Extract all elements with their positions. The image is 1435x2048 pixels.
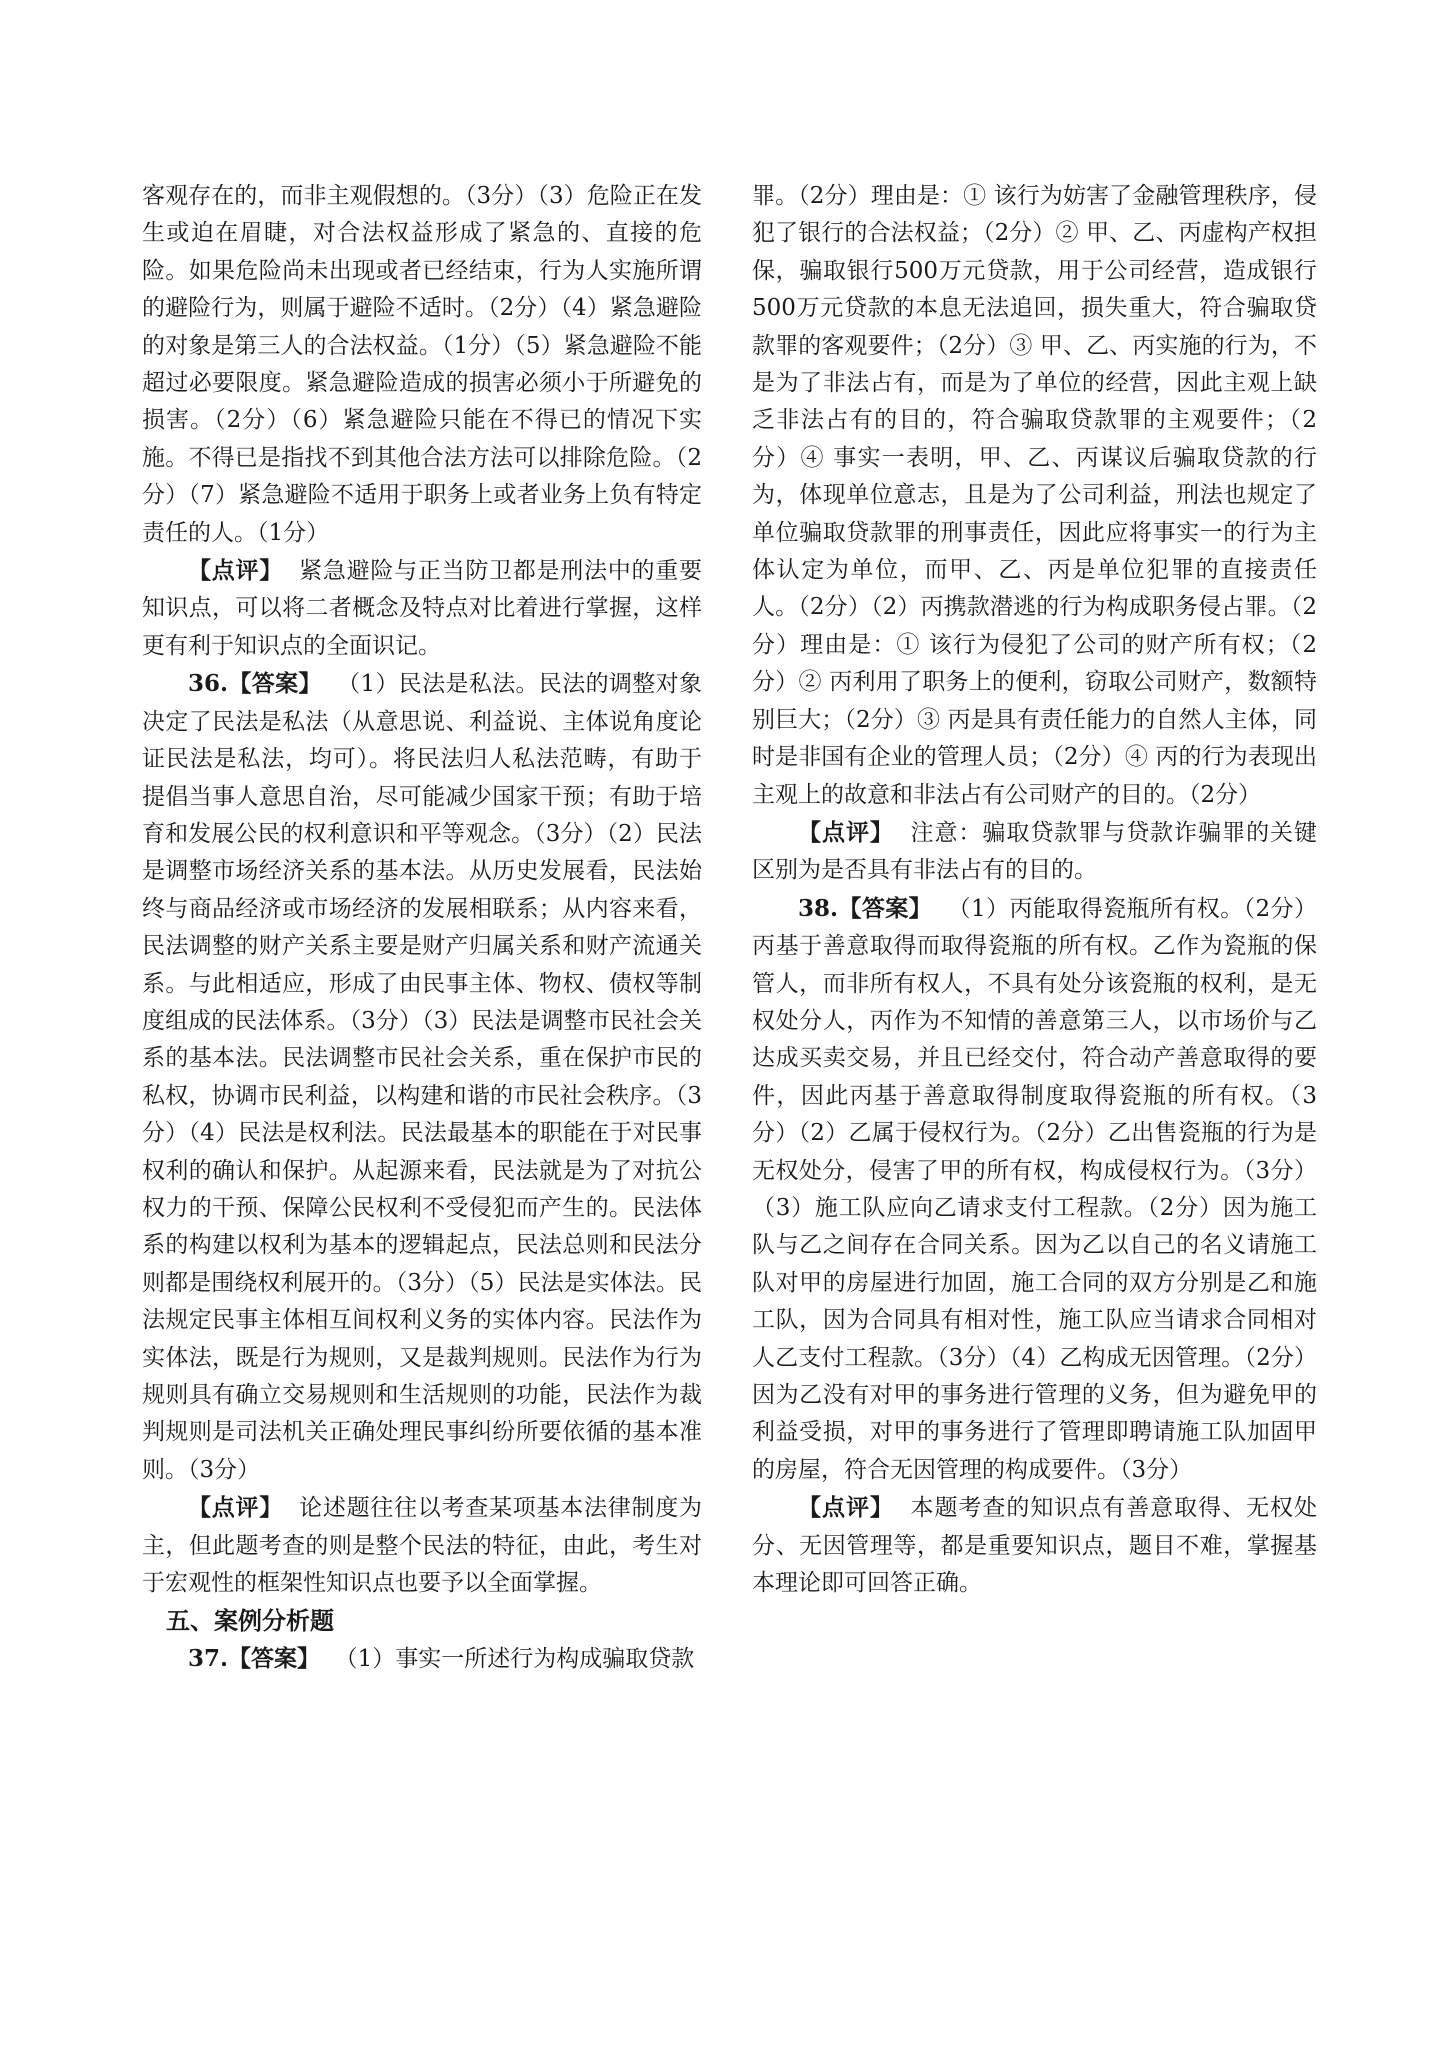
comment-label: 【点评】 [188, 557, 283, 585]
answer-37 [142, 1640, 702, 1678]
answer-35-continuation: 客观存在的，而非主观假想的。（3分）（3）危险正在发生或迫在眉睫，对合法权益形成了紧急的、直接的危险。如果危险尚未出现或者已经结束，行为人实施所谓的避险行为，则属于避险不适时。（2分）（4）紧急避险的对象是第三人的合法权益。（1分）（5）紧急避险不能超过必要限度。紧急避险造成的损害必须小于所避免的损害。（2分）（6）紧急避险只能在不得已的情况下实施。不得已是指找不到其他合法方法可以排除危险。（2分）（7）紧急避险不适用于职务上或者业务上负有特定责任的人。（1分） [142, 183, 702, 546]
section-title: 五、案例分析题 [166, 1606, 334, 1636]
right-column [752, 178, 1317, 1602]
answer-text: （1）民法是私法。民法的调整对象决定了民法是私法（从意思说、利益说、主体说角度论证民法是私法，均可）。将民法归人私法范畴，有助于提倡当事人意思自治，尽可能减少国家干预；有助于培育和发展公民的权利意识和平等观念。（3分）（2）民法是调整市场经济关系的基本法。从历史发展看，民法始终与商品经济或市场经济的发展相联系；从内容来看，民法调整的财产关系主要是财产归属关系和财产流通关系。与此相适应，形成了由民事主体、物权、债权等制度组成的民法体系。（3分）（3）民法是调整市民社会关系的基本法。民法调整市民社会关系，重在保护市民的私权，协调市民利益，以构建和谐的市民社会秩序。（3分）（4）民法是权利法。民法最基本的职能在于对民事权利的确认和保护。从起源来看，民法就是为了对抗公权力的干预、保障公民权利不受侵犯而产生的。民法体系的构建以权利为基本的逻辑起点，民法总则和民法分则都是围绕权利展开的。（3分）（5）民法是实体法。民法规定民事主体相互间权利义务的实体内容。民法作为实体法，既是行为规则，又是裁判规则。民法作为行为规则具有确立交易规则和生活规则的功能，民法作为裁判规则是司法机关正确处理民事纠纷所要依循的基本准则。（3分） [142, 671, 703, 1483]
comment-label: 【点评】 [798, 818, 894, 846]
comment-text: 紧急避险与正当防卫都是刑法中的重要知识点，可以将二者概念及特点对比着进行掌握，这样更有利于知识点的全面识记。 [142, 558, 703, 659]
left-column [142, 178, 702, 1678]
answer-38 [752, 890, 1317, 1490]
comment-label: 【点评】 [798, 1494, 894, 1522]
comment-35 [142, 552, 702, 665]
comment-text: 注意：骗取贷款罪与贷款诈骗罪的关键区别为是否具有非法占有的目的。 [752, 819, 1318, 884]
comment-text: 论述题往往以考查某项基本法律制度为主，但此题考查的则是整个民法的特征，由此，考生对于宏观性的框架性知识点也要予以全面掌握。 [142, 1495, 703, 1597]
comment-text: 本题考查的知识点有善意取得、无权处分、无因管理等，都是重要知识点，题目不难，掌握基本理论即可回答正确。 [752, 1495, 1318, 1597]
answer-label: 38.【答案】 [798, 894, 933, 922]
answer-37-continuation: 罪。（2分）理由是：① 该行为妨害了金融管理秩序，侵犯了银行的合法权益；（2分）② 甲、乙、丙虚构产权担保，骗取银行500万元贷款，用于公司经营，造成银行500万元贷款的本息无法追回，损失重大，符合骗取贷款罪的客观要件；（2分）③ 甲、乙、丙实施的行为，不是为了非法占有，而是为了单位的经营，因此主观上缺乏非法占有的目的，符合骗取贷款罪的主观要件；（2分）④ 事实一表明，甲、乙、丙谋议后骗取贷款的行为，体现单位意志，且是为了公司利益，刑法也规定了单位骗取贷款罪的刑事责任，因此应将事实一的行为主体认定为单位，而甲、乙、丙是单位犯罪的直接责任人。（2分）（2）丙携款潜逃的行为构成职务侵占罪。（2分）理由是：① 该行为侵犯了公司的财产所有权；（2分）② 丙利用了职务上的便利，窃取公司财产，数额特别巨大；（2分）③ 丙是具有责任能力的自然人主体，同时是非国有企业的管理人员；（2分）④ 丙的行为表现出主观上的故意和非法占有公司财产的目的。（2分） [752, 183, 1317, 808]
comment-label: 【点评】 [188, 1494, 283, 1522]
comment-36 [142, 1489, 702, 1602]
answer-text: （1）丙能取得瓷瓶所有权。（2分）丙基于善意取得而取得瓷瓶的所有权。乙作为瓷瓶的保管人，而非所有权人，不具有处分该瓷瓶的权利，是无权处分人，丙作为不知情的善意第三人，以市场价与乙达成买卖交易，并且已经交付，符合动产善意取得的要件，因此丙基于善意取得制度取得瓷瓶的所有权。（3分）（2）乙属于侵权行为。（2分）乙出售瓷瓶的行为是无权处分，侵害了甲的所有权，构成侵权行为。（3分）（3）施工队应向乙请求支付工程款。（2分）因为施工队与乙之间存在合同关系。因为乙以自己的名义请施工队对甲的房屋进行加固，施工合同的双方分别是乙和施工队，因为合同具有相对性，施工队应当请求合同相对人乙支付工程款。（3分）（4）乙构成无因管理。（2分）因为乙没有对甲的事务进行管理的义务，但为避免甲的利益受损，对甲的事务进行了管理即聘请施工队加固甲的房屋，符合无因管理的构成要件。（3分） [752, 895, 1318, 1483]
comment-38 [752, 1489, 1317, 1602]
answer-label: 36.【答案】 [188, 670, 322, 698]
answer-text: （1）事实一所述行为构成骗取贷款 [334, 1645, 695, 1672]
answer-label: 37.【答案】 [188, 1644, 321, 1672]
answer-36 [142, 665, 702, 1489]
comment-37 [752, 814, 1317, 890]
